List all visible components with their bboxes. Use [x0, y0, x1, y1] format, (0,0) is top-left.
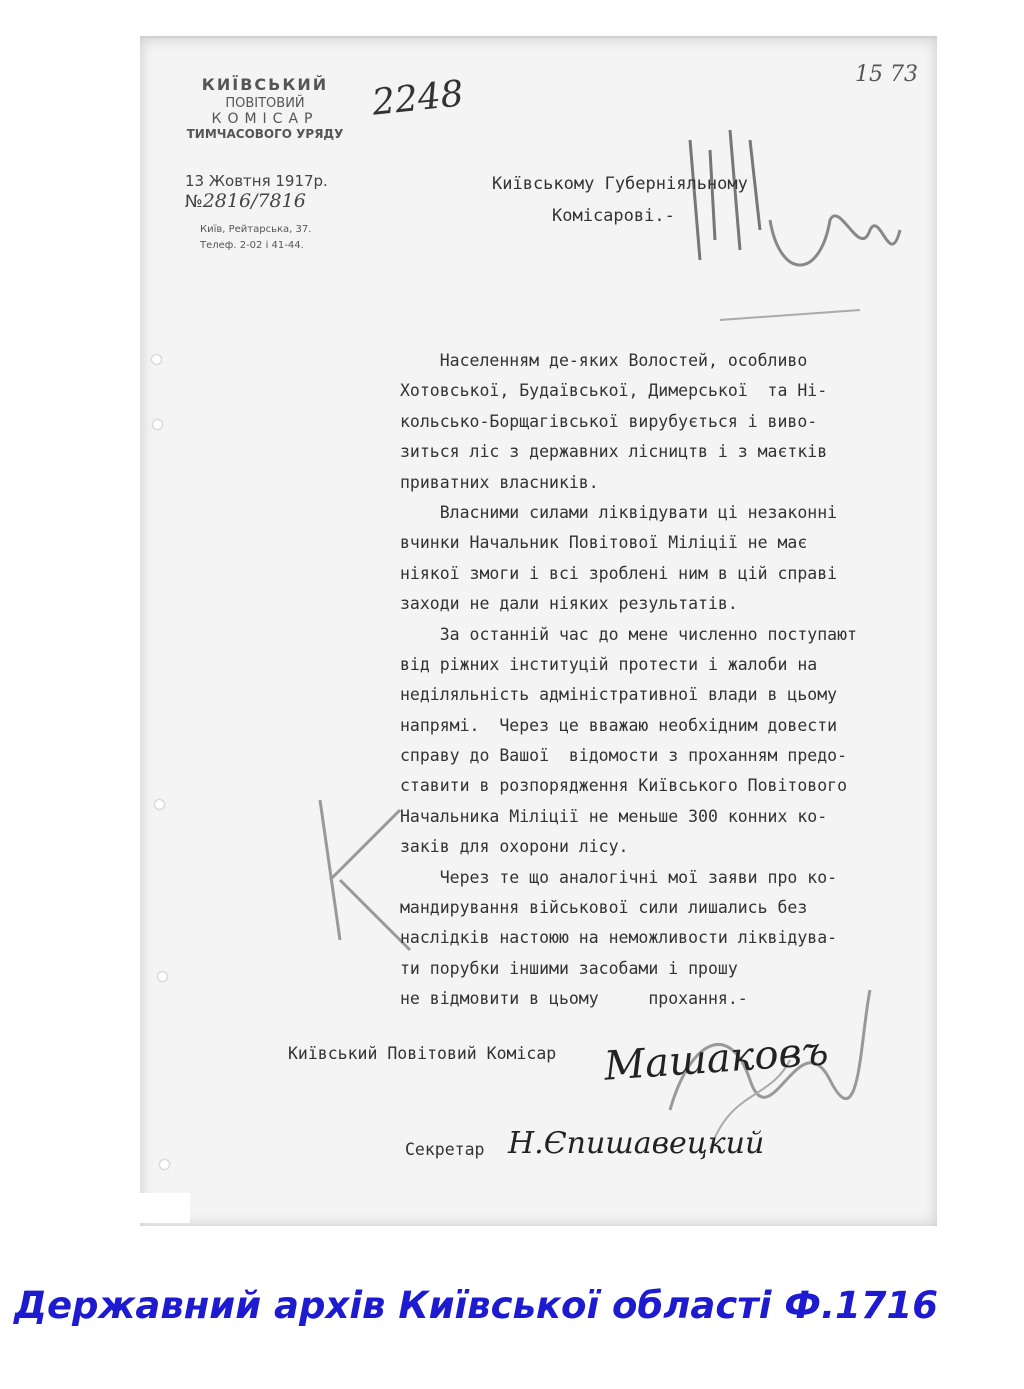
punch-hole: [160, 1160, 169, 1169]
body-line: зиться ліс з державних лісництв і з маєтків: [400, 442, 828, 462]
body-line: від ріжних інституцій протести і жалоби на: [400, 654, 818, 674]
body-line: Через те що аналогічні мої заяви про ко-: [400, 867, 838, 887]
addressee-line-1: Київському Губерніяльному: [492, 174, 748, 194]
body-line: справу до Вашої відомости з проханням предо-: [400, 746, 848, 766]
outgoing-number: 2816/7816: [202, 190, 306, 212]
body-line: напрямі. Через це вважаю необхідним довести: [400, 715, 838, 735]
body-line: кольсько-Борщагівської вирубується і виво-: [400, 411, 818, 431]
body-line: Начальника Міліції не меньше 300 конних ко-: [400, 806, 828, 826]
stamp-line-1: КИЇВСЬКИЙ: [201, 75, 329, 94]
body-line: мандирування військової сили лишались без: [400, 898, 808, 918]
punch-hole: [152, 355, 161, 364]
secretary-signature: Н.Єпишавецкий: [508, 1126, 765, 1161]
body-line: не відмовити в цьому прохання.-: [400, 989, 748, 1009]
body-line: приватних власників.: [400, 472, 599, 492]
body-line: заків для охорони лісу.: [400, 837, 629, 857]
body-line: ти порубки іншими засобами і прошу: [400, 958, 738, 978]
body-line: неділяльність адміністративної влади в цьому: [400, 685, 838, 705]
stamp-address-block: [200, 222, 311, 254]
archive-caption: Державний архів Київської області Ф.1716: [14, 1284, 939, 1327]
body-line: Власними силами ліквідувати ці незаконні: [400, 502, 838, 522]
body-line: Хотовської, Будаївської, Димерської та Ні-: [400, 381, 828, 401]
stamp-address: Київ, Рейтарська, 37.: [200, 224, 312, 235]
body-line: вчинки Начальник Повітової Міліції не має: [400, 533, 808, 553]
office-stamp: [175, 75, 355, 141]
body-line: заходи не дали ніяких результатів.: [400, 594, 738, 614]
signatory-title: Київський Повітовий Комісар: [288, 1044, 557, 1063]
commissioner-signature: Машаковъ: [602, 1028, 830, 1090]
body-line: ніякої змоги і всі зроблені ним в цій справі: [400, 563, 838, 583]
number-prefix: №: [185, 192, 203, 212]
stamp-line-2: ПОВІТОВИЙ: [225, 96, 305, 111]
punch-hole: [155, 800, 164, 809]
body-line: наслідків настоюю на неможливости ліквідува-: [400, 928, 838, 948]
registration-number: 2248: [370, 73, 466, 124]
body-line: ставити в розпорядження Київського Повітового: [400, 776, 848, 796]
stamp-line-3: КОМІСАР: [211, 111, 319, 127]
body-line: Населенням де-яких Волостей, особливо: [400, 351, 808, 370]
corner-marks: 15 73: [855, 62, 918, 87]
letter-body: [400, 346, 920, 1015]
stamp-line-4: ТИМЧАСОВОГО УРЯДУ: [186, 127, 344, 141]
addressee-block: [492, 168, 748, 232]
secretary-label: Секретар: [405, 1140, 485, 1159]
stamp-number: [185, 190, 306, 212]
stamp-date: 13 Жовтня 1917р.: [185, 172, 328, 190]
punch-hole: [153, 420, 162, 429]
stamp-phone: Телеф. 2-02 і 41-44.: [200, 240, 304, 251]
addressee-line-2: Комісарові.-: [552, 206, 675, 226]
body-line: За останній час до мене численно поступают: [400, 624, 857, 644]
punch-hole: [158, 972, 167, 981]
